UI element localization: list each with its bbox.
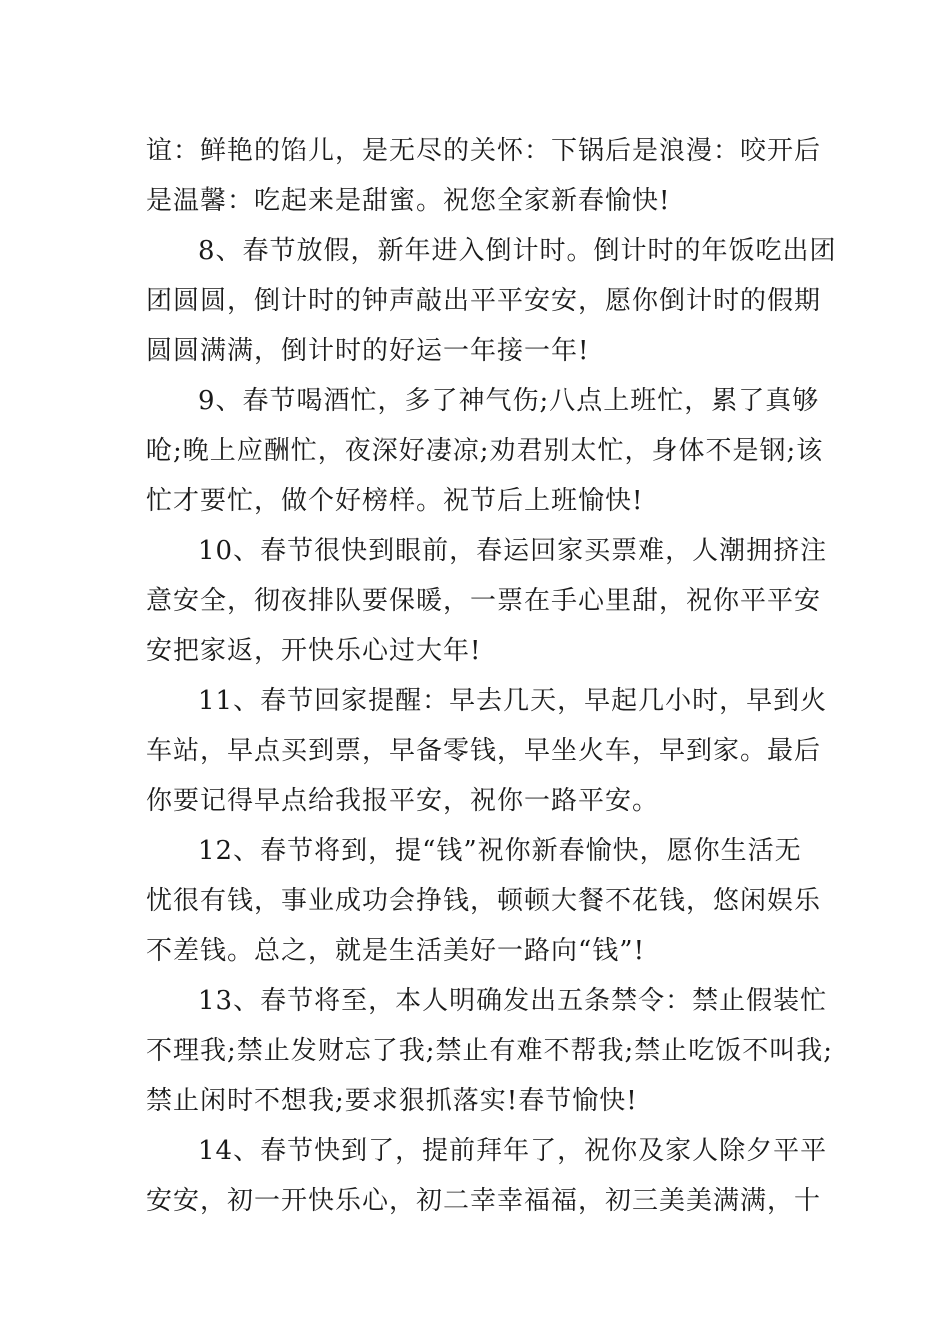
paragraph-first-line: 10、春节很快到眼前，春运回家买票难，人潮拥挤注	[198, 536, 828, 566]
text-line: 圆圆满满，倒计时的好运一年接一年!	[146, 336, 590, 366]
text-line: 安把家返，开快乐心过大年!	[146, 636, 482, 666]
paragraph-first-line: 11、春节回家提醒：早去几天，早起几小时，早到火	[198, 686, 828, 716]
paragraph-first-line: 12、春节将到，提“钱”祝你新春愉快，愿你生活无	[198, 836, 802, 866]
text-line: 谊：鲜艳的馅儿，是无尽的关怀：下锅后是浪漫：咬开后	[146, 136, 822, 166]
text-line: 团圆圆，倒计时的钟声敲出平平安安，愿你倒计时的假期	[146, 286, 822, 316]
text-line: 禁止闲时不想我;要求狠抓落实!春节愉快!	[146, 1086, 638, 1116]
paragraph-first-line: 8、春节放假，新年进入倒计时。倒计时的年饭吃出团	[198, 236, 837, 266]
paragraph-first-line: 14、春节快到了，提前拜年了，祝你及家人除夕平平	[198, 1136, 828, 1166]
text-line: 是温馨：吃起来是甜蜜。祝您全家新春愉快!	[146, 186, 671, 216]
text-line: 意安全，彻夜排队要保暖，一票在手心里甜，祝你平平安	[146, 586, 822, 616]
text-line: 忙才要忙，做个好榜样。祝节后上班愉快!	[146, 486, 644, 516]
paragraph-first-line: 9、春节喝酒忙，多了神气伤;八点上班忙，累了真够	[198, 386, 820, 416]
paragraph-first-line: 13、春节将至，本人明确发出五条禁令：禁止假装忙	[198, 986, 828, 1016]
text-line: 呛;晚上应酬忙，夜深好凄凉;劝君别太忙，身体不是钢;该	[146, 436, 824, 466]
text-line: 你要记得早点给我报平安，祝你一路平安。	[146, 786, 660, 816]
text-line: 安安，初一开快乐心，初二幸幸福福，初三美美满满，十	[146, 1186, 822, 1216]
text-line: 车站，早点买到票，早备零钱，早坐火车，早到家。最后	[146, 736, 822, 766]
text-line: 不理我;禁止发财忘了我;禁止有难不帮我;禁止吃饭不叫我;	[146, 1036, 834, 1066]
text-line: 不差钱。总之，就是生活美好一路向“钱”!	[146, 936, 646, 966]
text-line: 忧很有钱，事业成功会挣钱，顿顿大餐不花钱，悠闲娱乐	[146, 886, 822, 916]
document-body	[146, 126, 837, 1226]
